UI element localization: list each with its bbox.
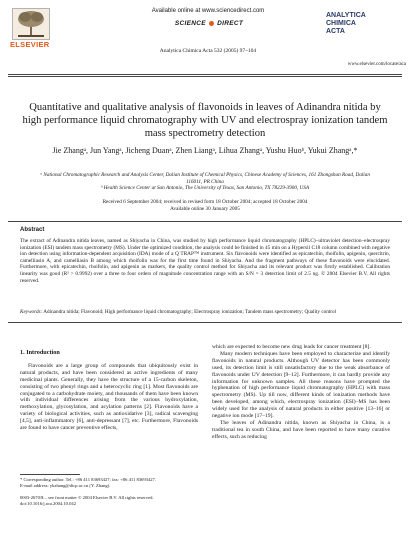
intro-paragraph-2: Many modern techniques have been employed to characterize and identify flavonoids in natural products. Although UV detector has been commonly used, its detection limit is still unsatisfactory due to the weak absorbance of flavonoids under UV detection [9–12]. Furthermore, it can hardly provide any information for unknown samples. All these reasons have prompted the hyphenation of high performance liquid chromatography (HPLC) with mass spectrometry (MS). Up till now, different kinds of ionization methods have been developed, among which, electrospray ionization (ESI)–MS has been widely used for the analysis of natural products in either positive [13–16] or negative ion mode [17–19].	[212, 350, 390, 420]
sciencedirect-right: DIRECT	[217, 20, 244, 27]
affiliation-b: ᵇ Health Science Center at San Antonio, The University of Texas, San Antonio, TX 78229-3900, USA	[100, 185, 310, 192]
issn-line: 0003-2670/$ – see front matter © 2004 Elsevier B.V. All rights reserved.	[20, 495, 154, 500]
abstract-top-rule	[8, 221, 402, 222]
corresponding-author: * Corresponding author. Tel.: +86 411 83693427; fax: +86 411 83693427.	[20, 477, 156, 482]
doi-line: doi:10.1016/j.aca.2004.10.042	[20, 500, 77, 506]
sciencedirect-dot-icon	[209, 21, 214, 26]
article-dates	[40, 199, 370, 212]
affiliation-a: ᵃ National Chromatographic Research and Analysis Center, Dalian Institute of Chemical Physics, Chinese Academy of Sciences, 161 Zhongshan Road, Dalian 116011, PR China	[40, 172, 370, 185]
journal-name	[326, 12, 404, 36]
sciencedirect-left: SCIENCE	[174, 20, 206, 27]
header-rule	[8, 74, 402, 75]
intro-continuation: which are expected to become new drug leads for cancer treatment [8].	[212, 344, 371, 350]
abstract-bottom-rule	[8, 322, 402, 323]
corresponding-author-footnote	[20, 477, 200, 489]
journal-header	[0, 0, 410, 78]
journal-name-line1: ANALYTICA	[326, 12, 366, 19]
left-column	[20, 350, 198, 432]
abstract-heading: Abstract	[20, 227, 45, 233]
elsevier-tree-logo	[12, 8, 50, 40]
journal-reference: Analytica Chimica Acta 532 (2005) 97–104	[159, 48, 257, 54]
available-online-date: Available online 30 January 2005	[170, 205, 240, 212]
intro-paragraph-1: Flavonoids are a large group of compounds that ubiquitously exist in natural products, and have been considered as active ingredients of many medicinal plants. Generally, they have the structure of a 15-carbon skeleton, consisting of two phenyl rings and a heterocyclic ring [1]. Most flavonoids are conjugated to a carbohydrate moiety, and thousands of them have been known with individual differences arising from the various hydroxylation, methoxylation, glycosylation, and acylation patterns [2]. Flavonoids have a variety of biological activities, such as antioxidative [3], radical scavenging [4,5], anti-inflammatory [6], anti-depressant [7], etc. Furthermore, Flavonoids are found to have cancer preventive effects,	[20, 362, 198, 432]
sciencedirect-logo	[150, 20, 268, 27]
keywords	[20, 309, 390, 315]
journal-name-line2: CHIMICA	[326, 20, 356, 27]
author-list: Jie Zhangᵃ, Jun Yangᵃ, Jicheng Duanᵃ, Zhen Liangᵃ, Lihua Zhangᵃ, Yushu Huoᵇ, Yukui Zhangᵃ,*	[52, 146, 358, 155]
section-heading-introduction: 1. Introduction	[20, 349, 60, 356]
keywords-label: Keywords:	[20, 309, 43, 315]
keywords-list: Adinandra nitida; Flavonoid; High performance liquid chromatography; Electrospray ionization; Tandem mass spectrometry; Quality control	[42, 309, 337, 315]
header-rule-2	[8, 76, 402, 77]
affiliations	[40, 172, 370, 192]
journal-homepage: www.elsevier.com/locate/aca	[347, 62, 406, 67]
article-title: Quantitative and qualitative analysis of flavonoids in leaves of Adinandra nitida by high performance liquid chromatography with UV and electrospray ionization tandem mass spectrometry detection	[22, 102, 388, 139]
intro-paragraph-3: The leaves of Adinandra nitida, known as Shiyacha in China, is a traditional tea in south China, and have been reported to have many curative effects, such as reducing	[212, 419, 390, 440]
journal-name-line3: ACTA	[326, 28, 345, 35]
issn-doi	[20, 495, 200, 507]
received-dates: Received 6 September 2004; received in revised form 18 October 2004; accepted 18 October 2004	[102, 199, 308, 205]
right-column	[212, 344, 390, 441]
abstract-text: The extract of Adinandra nitida leaves, named as Shiyacha in China, was studied by high performance liquid chromatography (HPLC)–ultraviolet detection–electrospray ionization (ESI) tandem mass spectrometry (MS). Under the optimized condition, the analysis could be finished in 45 min on a Hypersil C18 column combined with negative ion detection using information-dependent acquisition (IDA) mode of a Q TRAP™ instrument. Six flavonoids were identified as epicatechin, rhoifolin, apigenin, quercitrin, camelliasin A, and camelliasin B among which rhoifolin was for the first time found in Shiyacha. And the fragment pathways of these flavonoids were elucidated. Furthermore, with epicatechin, rhoifolin, and apigenin as markers, the quality control method for Shiyacha and its relevant product was firstly established. Calibration linearity was good (R² > 0.9992) over a three to four orders of magnitude concentration range with an S/N = 3 detection limit of 2.5 ng. © 2004 Elsevier B.V. All rights reserved.	[20, 238, 390, 284]
available-online-text: Available online at www.sciencedirect.com	[151, 8, 265, 14]
author-email: E-mail address: ykzhang@dicp.ac.cn (Y. Zhang).	[20, 482, 111, 488]
publisher-logo-text: ELSEVIER	[10, 40, 50, 49]
footnote-rule	[20, 474, 80, 475]
